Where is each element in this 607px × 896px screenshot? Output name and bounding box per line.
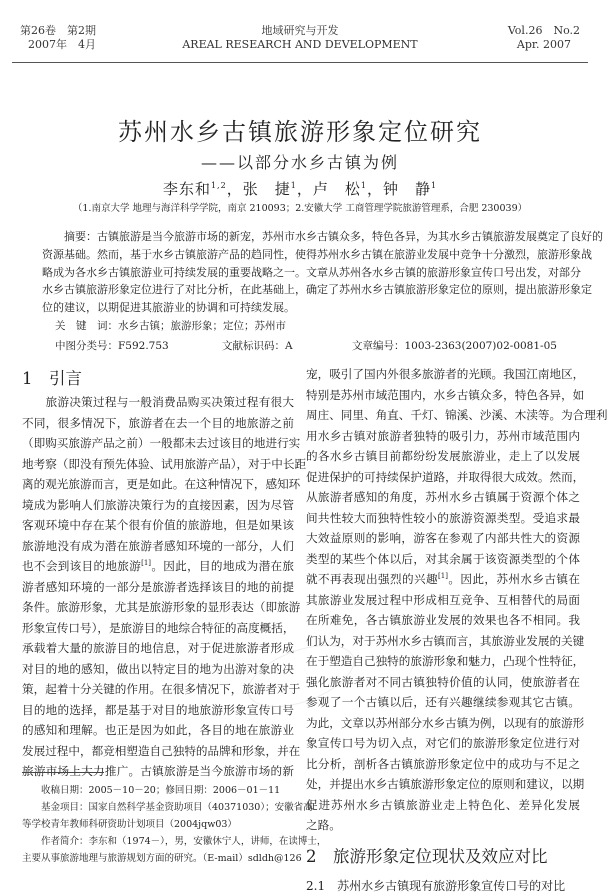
text-line: 的感知和理解。也正是因为如此，各目的地在旅游业 [22, 720, 294, 741]
journal-name-cn: 地域研究与开发 [0, 24, 600, 38]
text-line: 目的地的选择，都是基于对目的地旅游形象宣传口号 [22, 700, 294, 721]
text-line: 资源基础。然而，基于水乡古镇旅游产品的趋同性，使得苏州水乡古镇在旅游业发展中竞争十分激烈，旅游形象战 [42, 246, 564, 264]
text-line: 之路。 [306, 815, 580, 836]
author-name: 李东和 [163, 180, 211, 198]
text-line [22, 556, 294, 577]
text-line: 对目的地的感知，做出以特定目的地为出游对象的决 [22, 659, 294, 680]
right-column [306, 364, 580, 896]
text-line: 承载着大量的旅游目的地信息，对于促进旅游者形成 [22, 638, 294, 659]
header-date-en: Apr. 2007 [508, 38, 580, 52]
author-name: 钟 静 [383, 180, 431, 198]
text-line: 作者简介：李东和（1974－），男，安徽休宁人，讲师，在读博士， [22, 833, 294, 850]
footnotes [22, 782, 294, 867]
text-segment: 就不再表现出强烈的兴趣 [306, 572, 438, 586]
text-line: 发展过程中，都竞相塑造自己独特的品牌和形象，并在 [22, 741, 294, 762]
text-line: 位的建议，以期促进其旅游业的协调和可持续发展。 [42, 299, 564, 317]
abstract [42, 228, 564, 317]
text-line [306, 569, 580, 590]
section-heading-introduction: 1 引言 [22, 366, 294, 392]
text-line: 水乡古镇旅游形象定位进行了对比分析，在此基础上，确定了苏州水乡古镇旅游形象定位的原则，提出旅游形象定 [42, 281, 564, 299]
citation-ref: [1] [141, 559, 151, 567]
right-column-body [306, 364, 580, 836]
text-line: 大效益原则的影响，游客在参观了内部共性大的资源 [306, 528, 580, 549]
author-affiliation-mark: 1,2 [211, 181, 227, 190]
text-line: 比分析，剖析各古镇旅游形象定位中的成功与不足之 [306, 754, 580, 775]
author-separator: ， [367, 180, 383, 198]
document-code: 文献标识码：A [222, 338, 293, 353]
author-affiliation-mark: 1 [291, 181, 297, 190]
text-line: 特别是苏州市域范围内，水乡古镇众多，特色各异，如 [306, 385, 580, 406]
header-vol-en: Vol.26 No.2 [508, 24, 580, 38]
text-line: 收稿日期：2005－10－20；修回日期：2006－01－11 [22, 782, 294, 799]
text-line: 在于塑造自己独特的旅游形象和魅力，凸现个性特征， [306, 651, 580, 672]
text-line: 不同，很多情况下，旅游者在去一个目的地旅游之前 [22, 413, 294, 434]
author-affiliation-mark: 1 [431, 181, 437, 190]
text-line: 客观环境中存在某个很有价值的旅游地，但是如果该 [22, 515, 294, 536]
author-name: 张 捷 [243, 180, 291, 198]
text-line: 离的观光旅游而言，更是如此。在这种情况下，感知环 [22, 474, 294, 495]
text-line: 促进保护的可持续保护道路，并取得很大成效。然而， [306, 467, 580, 488]
text-line: 处，并提出水乡古镇旅游形象定位的原则和建议，以期 [306, 774, 580, 795]
text-line: 为此，文章以苏州部分水乡古镇为例，以现有的旅游形 [306, 713, 580, 734]
section-heading-2: 2 旅游形象定位现状及效应对比 [306, 844, 580, 870]
text-line: 基金项目：国家自然科学基金资助项目（40371030）；安徽省高 [22, 799, 294, 816]
citation-ref: [1] [438, 572, 448, 580]
text-segment: 。因此，目的地成为潜在旅 [151, 559, 294, 573]
text-line: 周庄、同里、角直、千灯、锦溪、沙溪、木渎等。为合理利 [306, 405, 580, 426]
footnote-rule [22, 772, 104, 773]
text-line: 促进苏州水乡古镇旅游业走上特色化、差异化发展 [306, 795, 580, 816]
header-volume: 第26卷 第2期 [20, 24, 96, 38]
text-line: 旅游决策过程与一般消费品购买决策过程有很大 [22, 392, 294, 413]
text-line: 略成为各水乡古镇旅游业可持续发展的重要战略之一。文章从苏州各水乡古镇的旅游形象宣传口号出发，对部分 [42, 264, 564, 282]
keywords: 关 键 词：水乡古镇；旅游形象；定位；苏州市 [55, 318, 286, 333]
subsection-heading-2-1: 2.1 苏州水乡古镇现有旅游形象宣传口号的对比 [306, 876, 580, 896]
text-line: 宠，吸引了国内外很多旅游者的光顾。我国江南地区， [306, 364, 580, 385]
text-line: 摘要：古镇旅游是当今旅游市场的新宠，苏州市水乡古镇众多，特色各异，为其水乡古镇旅游发展奠定了良好的 [42, 228, 564, 246]
text-line: 旅游地没有成为潜在旅游者感知环境的一部分，人们 [22, 536, 294, 557]
text-line: 类型的某些个体以后，对其余属于该资源类型的个体 [306, 549, 580, 570]
header-date: 2007年 4月 [20, 38, 96, 52]
header-issue-en [508, 24, 580, 52]
author-affiliation-mark: 1 [361, 181, 367, 190]
text-segment: 。因此，苏州水乡古镇在 [448, 572, 580, 586]
journal-name-en: AREAL RESEARCH AND DEVELOPMENT [0, 38, 600, 52]
text-line: 参观了一个古镇以后，还有兴趣继续参观其它古镇。 [306, 692, 580, 713]
text-line: 间共性较大而独特性较小的旅游资源类型。受追求最 [306, 508, 580, 529]
author-separator: ， [227, 180, 243, 198]
text-line: 境成为影响人们旅游决策行为的直接因素，因为尽管 [22, 495, 294, 516]
text-line: 地考察（即没有预先体验、试用旅游产品），对于中长距 [22, 454, 294, 475]
paper-title: 苏州水乡古镇旅游形象定位研究 [0, 112, 600, 147]
text-line: 策，起着十分关键的作用。在很多情况下，旅游者对于 [22, 679, 294, 700]
text-line: 强化旅游者对不同古镇独特价值的认同，使旅游者在 [306, 672, 580, 693]
left-column-body [22, 392, 294, 782]
text-line: 从旅游者感知的角度，苏州水乡古镇属于资源个体之 [306, 487, 580, 508]
text-line: 主要从事旅游地理与旅游规划方面的研究。（E-mail）sdldh@126 [22, 850, 294, 867]
text-line: 条件。旅游形象，尤其是旅游形象的显形表达（即旅游 [22, 597, 294, 618]
article-number: 文章编号：1003-2363(2007)02-0081-05 [352, 338, 557, 353]
left-column [22, 366, 294, 782]
text-line: （即购买旅游产品之前）一般都未去过该目的地进行实 [22, 433, 294, 454]
text-line: 等学校青年教师科研资助计划项目（2004jqw03） [22, 816, 294, 833]
clc-number: 中图分类号：F592.753 [55, 338, 169, 353]
text-line: 象宣传口号为切入点，对它们的旅游形象定位进行对 [306, 733, 580, 754]
text-line: 形象宣传口号），是旅游目的地综合特征的高度概括， [22, 618, 294, 639]
text-line: 旅游市场上大力推广。古镇旅游是当今旅游市场的新 [22, 761, 294, 782]
text-line: 们认为，对于苏州水乡古镇而言，其旅游业发展的关键 [306, 631, 580, 652]
author-list [0, 178, 600, 199]
text-line: 的各水乡古镇目前都纷纷发展旅游业，走上了以发展 [306, 446, 580, 467]
header-rule [12, 62, 588, 63]
text-segment: 也不会到该目的地旅游 [22, 559, 141, 573]
paper-subtitle: ——以部分水乡古镇为例 [0, 150, 600, 173]
text-line: 其旅游业发展过程中形成相互竞争、互相替代的局面 [306, 590, 580, 611]
author-separator: ， [297, 180, 313, 198]
author-name: 卢 松 [313, 180, 361, 198]
affiliations: （1.南京大学 地理与海洋科学学院，南京 210093；2.安徽大学 工商管理学院旅游管理系，合肥 230039） [0, 200, 600, 214]
text-line: 游者感知环境的一部分是旅游者选择该目的地的前提 [22, 577, 294, 598]
text-line: 在所难免，各古镇旅游业发展的效果也各不相同。我 [306, 610, 580, 631]
text-line: 用水乡古镇对旅游者独特的吸引力，苏州市域范围内 [306, 426, 580, 447]
